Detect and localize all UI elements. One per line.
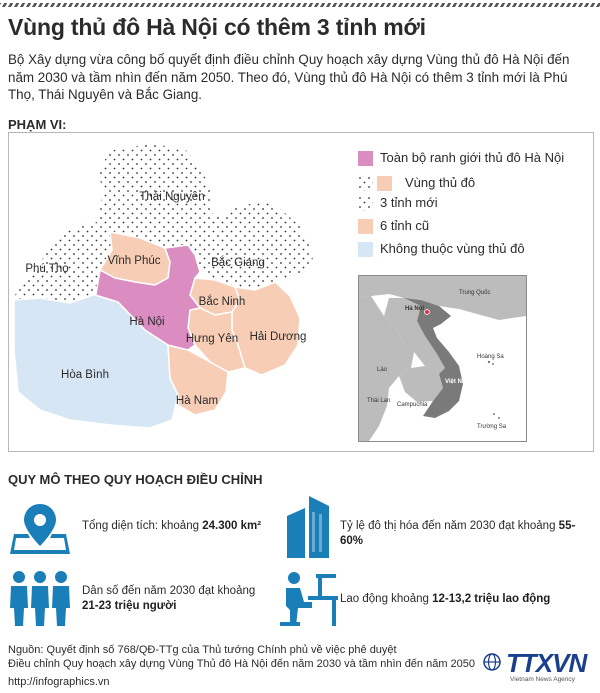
buildings-icon [283, 494, 333, 560]
legend-swatch-ha-noi [358, 151, 373, 166]
stat-labor-value: 12-13,2 triệu lao động [432, 593, 551, 605]
stat-urbanization [340, 519, 596, 549]
stat-population-value: 21-23 triệu người [82, 600, 177, 612]
legend-label: 3 tỉnh mới [380, 195, 438, 210]
inset-map [358, 275, 527, 442]
inset-label-thai-lan: Thái Lan [367, 398, 391, 404]
label-ha-nam: Hà Nam [175, 395, 219, 407]
logo-subtitle: Vietnam News Agency [510, 676, 575, 683]
inset-truong-sa-islands [493, 413, 495, 415]
logo-text: TTXVN [506, 648, 587, 678]
legend-label: Toàn bộ ranh giới thủ đô Hà Nội [380, 150, 565, 165]
legend-label: Vùng thủ đô [405, 175, 476, 190]
inset-label-ha-noi: Hà Nội [405, 306, 425, 312]
source-line-2: Điều chỉnh Quy hoạch xây dựng Vùng Thủ đô Hà Nội đến năm 2030 và tầm nhìn đến năm 2050 [8, 658, 476, 670]
label-bac-ninh: Bắc Ninh [198, 296, 246, 308]
inset-label-truong-sa: Trường Sa [477, 424, 507, 430]
page-title: Vùng thủ đô Hà Nội có thêm 3 tỉnh mới [8, 14, 426, 40]
scope-label: PHẠM VI: [8, 117, 67, 132]
label-thai-nguyen: Thái Nguyên [139, 191, 205, 203]
stat-population-text: Dân số đến năm 2030 đạt khoảng [82, 585, 256, 597]
region-map [9, 133, 359, 449]
inset-label-lao: Lào [377, 367, 388, 373]
inset-label-viet-nam: Việt Nam [445, 379, 471, 385]
legend-swatch-capital-region [358, 176, 373, 191]
legend-swatch-excluded [358, 242, 373, 257]
ttxvn-logo [482, 646, 594, 688]
legend-item-capital-region [358, 175, 598, 193]
legend-swatch-capital-region-old [377, 176, 392, 191]
legend-item-old-province [358, 218, 598, 236]
label-ha-noi: Hà Nội [129, 316, 165, 328]
stat-area-value: 24.300 km² [202, 520, 262, 532]
globe-icon [482, 652, 502, 672]
stat-area-text: Tổng diện tích: khoảng [82, 520, 203, 532]
legend-label: Không thuộc vùng thủ đô [380, 241, 525, 256]
inset-hoang-sa-islands [488, 361, 490, 363]
source-line-1: Nguồn: Quyết định số 768/QĐ-TTg của Thủ tướng Chính phủ về việc phê duyệt [8, 644, 397, 656]
label-hung-yen: Hưng Yên [185, 333, 239, 345]
label-hai-duong: Hải Dương [249, 331, 307, 343]
inset-hanoi-marker [425, 310, 430, 315]
inset-hoang-sa-islands [492, 363, 494, 365]
legend-swatch-old-province [358, 219, 373, 234]
map-pin-icon [8, 500, 72, 558]
scale-label: QUY MÔ THEO QUY HOẠCH ĐIỀU CHỈNH [8, 472, 263, 487]
label-phu-tho: Phú Thọ [25, 263, 69, 275]
legend-swatch-new-province [358, 196, 373, 211]
stat-labor-text: Lao động khoảng [340, 593, 433, 605]
stat-area [82, 519, 272, 534]
stat-urban-value: 55-60% [340, 520, 576, 547]
label-vinh-phuc: Vĩnh Phúc [107, 255, 161, 267]
inset-truong-sa-islands [498, 417, 500, 419]
top-stripe [0, 0, 600, 10]
source-note [8, 643, 478, 671]
people-icon [8, 568, 72, 628]
intro-paragraph: Bộ Xây dựng vừa công bố quyết định điều chỉnh Quy hoạch xây dựng Vùng thủ đô Hà Nội đến năm 2030 và tầm nhìn đến năm 2050. Theo đó, Vùng thủ đô Hà Nội có thêm 3 tỉnh mới là Phú Thọ, Thái Nguyên và Bắc Giang. [8, 52, 570, 102]
office-worker-icon [278, 568, 340, 628]
label-hoa-binh: Hòa Bình [61, 369, 109, 381]
legend-item-excluded [358, 241, 598, 259]
label-bac-giang: Bắc Giang [211, 257, 265, 269]
inset-label-hoang-sa: Hoàng Sa [477, 354, 504, 360]
stat-labor [340, 592, 596, 607]
legend-item-ha-noi [358, 150, 598, 168]
stat-population [82, 584, 272, 614]
inset-label-campuchia: Campuchia [397, 402, 428, 408]
footer-url[interactable]: http://infographics.vn [8, 676, 110, 688]
stat-urban-text: Tỷ lệ đô thị hóa đến năm 2030 đạt khoảng [340, 520, 559, 532]
legend-label: 6 tỉnh cũ [380, 218, 430, 233]
legend-item-new-province [358, 195, 598, 213]
inset-label-trung-quoc: Trung Quốc [459, 290, 491, 296]
inset-map-svg [359, 276, 526, 441]
